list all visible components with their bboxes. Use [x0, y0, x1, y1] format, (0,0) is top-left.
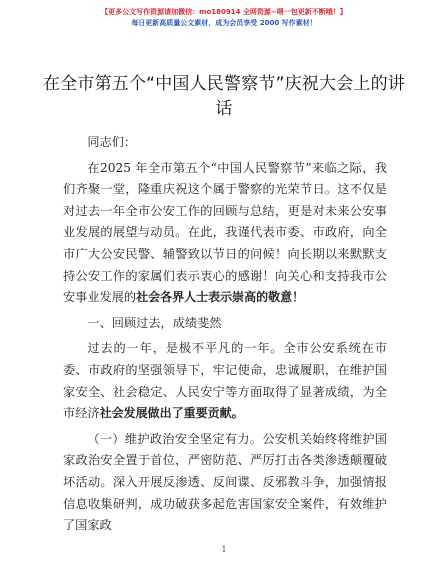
section-heading-review: 一、回顾过去，成绩斐然: [87, 315, 222, 330]
paragraph-review-text: 过去的一年，是极不平凡的一年。全市公安系统在市委、市政府的坚强领导下，牢记使命，忠诚履职，在维护国家安全、社会稳定、人民安宁等方面取得了显著成绩，为全市经济: [63, 341, 387, 421]
paragraph-opening-bold-text: 社会各界人士表示崇高的敬意！: [136, 290, 305, 305]
page-number: 1: [221, 545, 227, 554]
paragraph-political-security: （一）维护政治安全坚定有力。公安机关始终将维护国家政治安全置于首位，严密防范、严厉打击各类渗透颠覆破坏活动。深入开展反渗透、反间谍、反邪教斗争，加强情报信息收集研判，成功破获多起危害国家安全案件，有效维护了国家政: [63, 431, 387, 533]
promo-banner-line-1: 【更多公文写作资源请加微信：mo180914 全网资源~喂一包更新不断哦！】: [101, 8, 347, 16]
promo-banner-line-2: 每日更新高质量公文素材，成为会员享受 2000 写作素材！: [131, 19, 317, 27]
paragraph-review-bold-text: 社会发展做出了重要贡献。: [99, 406, 244, 421]
paragraph-opening: [63, 158, 387, 309]
promo-banner: [0, 7, 448, 29]
paragraph-opening-text: 在2025 年全市第五个“中国人民警察节”来临之际，我们齐聚一堂，隆重庆祝这个属于警察的光荣节日。这不仅是对过去一年全市公安工作的回顾与总结，更是对未来公安事业发展的展望与动员。在此，我谨代表市委、市政府，向全市广大公安民警、辅警致以节日的问候！向长期以来默默支持公安工作的家属们表示衷心的感谢！向关心和支持我市公安事业发展的: [63, 160, 387, 305]
salutation: 同志们：: [87, 135, 137, 149]
document-body: [63, 132, 387, 541]
paragraph-review: [63, 338, 387, 424]
document-title: 在全市第五个“中国人民警察节”庆祝大会上的讲话: [42, 74, 405, 119]
